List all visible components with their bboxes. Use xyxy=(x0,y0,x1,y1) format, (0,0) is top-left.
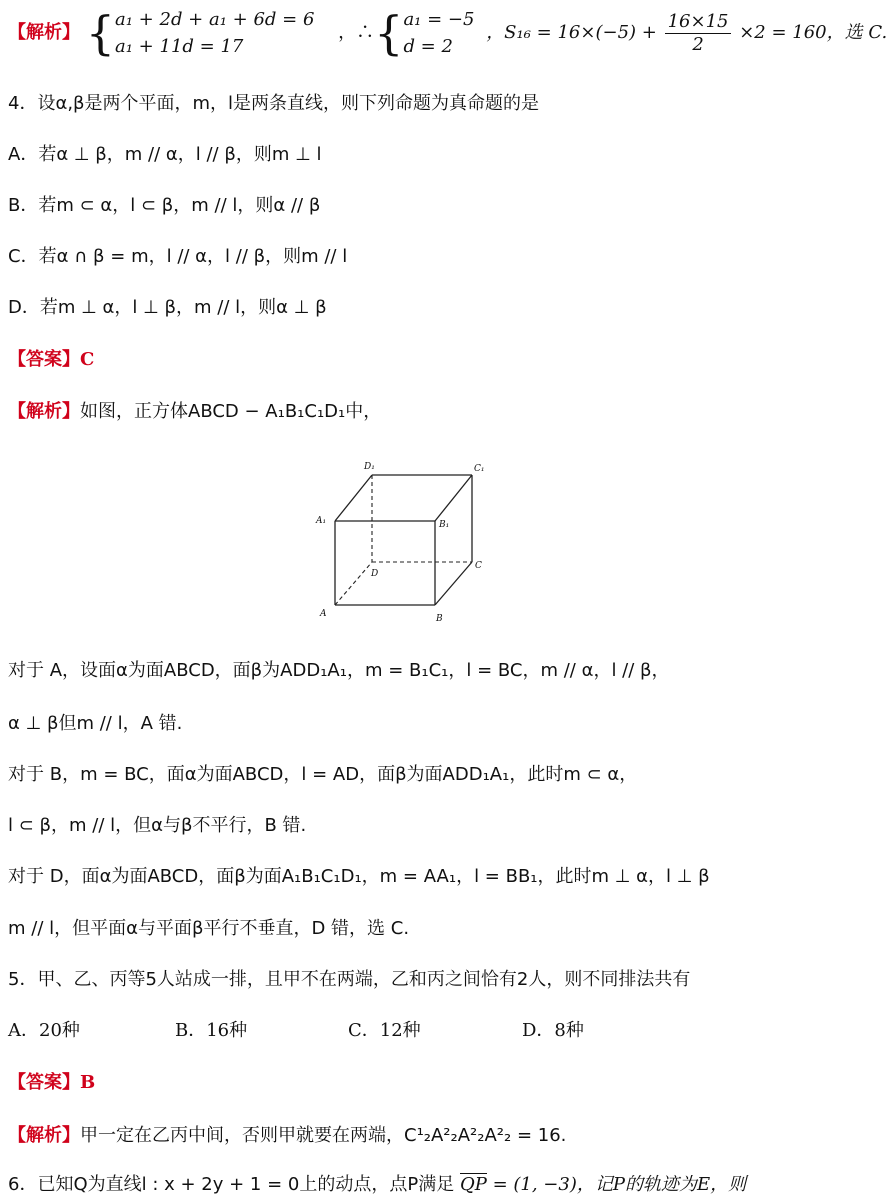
label-b: B xyxy=(436,614,443,624)
equation-system-1: a₁ + 2d + a₁ + 6d = 6 a₁ + 11d = 17 xyxy=(115,9,315,57)
label-d: D xyxy=(371,569,379,579)
q5-option-a: A．20种 xyxy=(8,1020,80,1041)
q6-stem: 6．已知Q为直线l : x + 2y + 1 = 0上的动点，点P满足 QP = (1, −3)，记P的轨迹为E，则 xyxy=(8,1174,747,1195)
label-d1: D₁ xyxy=(364,462,375,472)
label-c1: C₁ xyxy=(474,464,485,474)
s16-formula: ，S₁₆ = 16×(−5) + xyxy=(486,22,657,43)
equation-system-2: a₁ = −5 d = 2 xyxy=(403,9,475,57)
q4-option-c: C．若α ∩ β = m，l // α，l // β，则m // l xyxy=(8,246,348,267)
answer-value: B xyxy=(80,1072,96,1093)
answer-value: C xyxy=(80,349,95,370)
q5-option-b: B．16种 xyxy=(175,1020,248,1041)
q4-analysis-line: α ⊥ β但m // l，A 错. xyxy=(8,713,183,734)
label-c: C xyxy=(475,561,482,571)
analysis-label: 【解析】 xyxy=(8,22,80,43)
q4-option-d: D．若m ⊥ α，l ⊥ β，m // l，则α ⊥ β xyxy=(8,297,327,318)
q5-answer: 【答案】B xyxy=(8,1072,96,1093)
q4-answer: 【答案】C xyxy=(8,349,95,370)
q3-analysis: 【解析】 { a₁ + 2d + a₁ + 6d = 6 a₁ + 11d = 17 ，∴{ a₁ = −5 d = 2 ，S₁₆ = 16×(−5) + $\frac{16\times 15}{2}$ ×2 = 160，选 C. xyxy=(8,6,887,60)
q4-option-a: A．若α ⊥ β，m // α，l // β，则m ⊥ l xyxy=(8,144,322,165)
q4-analysis-line: m // l，但平面α与平面β平行不垂直，D 错，选 C. xyxy=(8,918,410,939)
q4-analysis-line: 对于 A，设面α为面ABCD，面β为ADD₁A₁，m = B₁C₁，l = BC，m // α，l // β， xyxy=(8,660,670,681)
q4-analysis-intro: 【解析】如图，正方体ABCD − A₁B₁C₁D₁中， xyxy=(8,401,382,422)
q4-analysis-line: 对于 B，m = BC，面α为面ABCD，l = AD，面β为面ADD₁A₁，此时m ⊂ α， xyxy=(8,764,638,785)
fraction: $\frac{16\times 15}{2}$ xyxy=(665,11,732,56)
vector-qp: QP xyxy=(459,1174,487,1195)
q5-stem: 5．甲、乙、丙等5人站成一排，且甲不在两端，乙和丙之间恰有2人，则不同排法共有 xyxy=(8,969,691,990)
q4-analysis-line: 对于 D，面α为面ABCD，面β为面A₁B₁C₁D₁，m = AA₁，l = BB₁，此时m ⊥ α，l ⊥ β xyxy=(8,866,710,887)
label-b1: B₁ xyxy=(439,520,450,530)
q4-analysis-line: l ⊂ β，m // l，但α与β不平行，B 错. xyxy=(8,815,307,836)
label-a: A xyxy=(320,609,327,619)
label-a1: A₁ xyxy=(316,516,327,526)
q5-analysis: 【解析】甲一定在乙丙中间，否则甲就要在两端，C¹₂A²₂A²₂A²₂ = 16. xyxy=(8,1125,567,1146)
q5-option-d: D．8种 xyxy=(522,1020,584,1041)
q5-option-c: C．12种 xyxy=(348,1020,421,1041)
q4-stem: 4．设α,β是两个平面，m，l是两条直线，则下列命题为真命题的是 xyxy=(8,93,540,114)
q4-option-b: B．若m ⊂ α，l ⊂ β，m // l，则α // β xyxy=(8,195,321,216)
cube-figure xyxy=(310,455,500,630)
